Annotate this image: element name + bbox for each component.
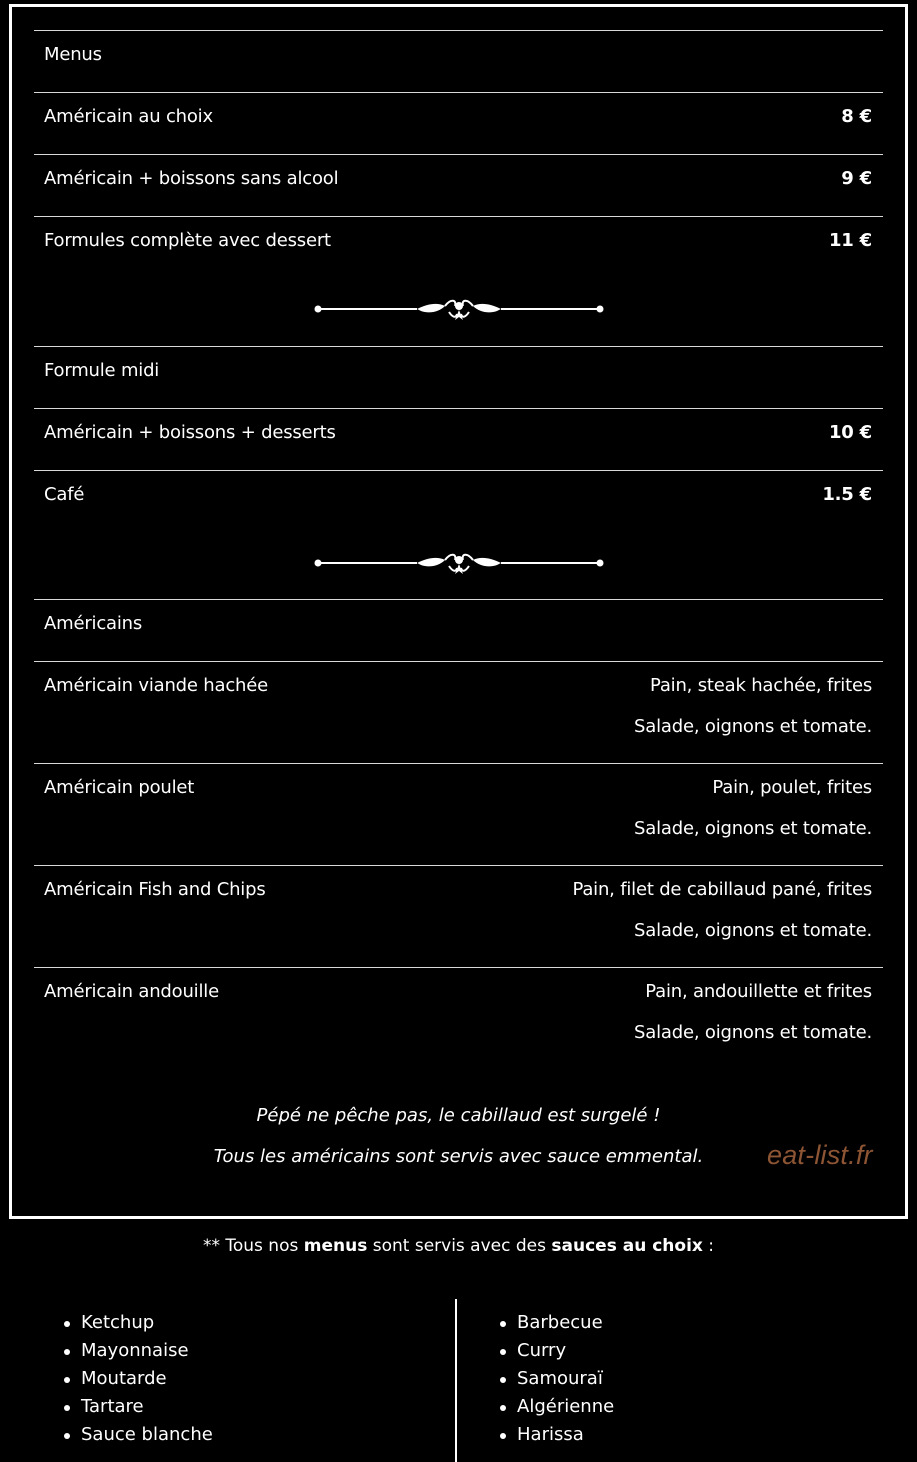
section-title-formule-midi: Formule midi xyxy=(44,360,160,381)
sauce-item: Sauce blanche xyxy=(61,1421,213,1449)
sauces-heading-prefix: ** Tous nos xyxy=(202,1236,304,1256)
sauce-item: Algérienne xyxy=(497,1393,614,1421)
menu-item-name: Américain poulet xyxy=(44,777,195,798)
divider-line xyxy=(34,408,883,409)
sauce-item: Ketchup xyxy=(61,1309,213,1337)
sauce-item: Tartare xyxy=(61,1393,213,1421)
section-title-americains: Américains xyxy=(44,613,143,634)
menu-item-description: Salade, oignons et tomate. xyxy=(634,716,872,737)
divider-line xyxy=(34,154,883,155)
menu-item-name: Café xyxy=(44,484,85,505)
menu-item-price: 9 € xyxy=(841,168,872,189)
ornamental-divider-icon xyxy=(313,292,605,326)
menu-item-description: Pain, andouillette et frites xyxy=(645,981,872,1002)
divider-line xyxy=(34,967,883,968)
menu-item-description: Pain, filet de cabillaud pané, frites xyxy=(572,879,872,900)
menu-item-name: Américain viande hachée xyxy=(44,675,268,696)
menu-item-description: Salade, oignons et tomate. xyxy=(634,818,872,839)
ornamental-divider-icon xyxy=(313,546,605,580)
menu-item-name: Américain Fish and Chips xyxy=(44,879,266,900)
watermark: eat-list.fr xyxy=(767,1140,873,1170)
sauce-item: Samouraï xyxy=(497,1365,614,1393)
divider-line xyxy=(34,865,883,866)
divider-line xyxy=(34,661,883,662)
menu-item-name: Formules complète avec dessert xyxy=(44,230,331,251)
note-line: Pépé ne pêche pas, le cabillaud est surgelé ! xyxy=(256,1105,661,1126)
menu-item-description: Pain, poulet, frites xyxy=(712,777,872,798)
sauce-item: Moutarde xyxy=(61,1365,213,1393)
menu-item-name: Américain + boissons + desserts xyxy=(44,422,336,443)
divider-line xyxy=(34,599,883,600)
sauces-heading-suffix: : xyxy=(702,1236,715,1256)
menu-item-name: Américain + boissons sans alcool xyxy=(44,168,339,189)
menu-item-price: 10 € xyxy=(828,422,872,443)
sauce-item: Mayonnaise xyxy=(61,1337,213,1365)
sauces-heading-middle: sont servis avec des xyxy=(367,1236,552,1256)
column-divider xyxy=(455,1299,457,1462)
section-title-menus: Menus xyxy=(44,44,102,65)
note-line: Tous les américains sont servis avec sauce emmental. xyxy=(213,1146,704,1167)
divider-line xyxy=(34,92,883,93)
menu-item-name: Américain andouille xyxy=(44,981,219,1002)
sauces-heading-bold: sauces au choix xyxy=(551,1236,703,1256)
menu-item-price: 11 € xyxy=(828,230,872,251)
sauce-item: Barbecue xyxy=(497,1309,614,1337)
menu-item-description: Salade, oignons et tomate. xyxy=(634,1022,872,1043)
menu-item-description: Salade, oignons et tomate. xyxy=(634,920,872,941)
menu-item-price: 8 € xyxy=(841,106,872,127)
menu-item-price: 1.5 € xyxy=(822,484,872,505)
sauces-heading xyxy=(0,1235,917,1257)
divider-line xyxy=(34,470,883,471)
menu-item-name: Américain au choix xyxy=(44,106,213,127)
sauce-list-right xyxy=(497,1309,614,1449)
sauce-list-left xyxy=(61,1309,213,1449)
divider-line xyxy=(34,763,883,764)
sauces-heading-bold: menus xyxy=(303,1236,368,1256)
sauce-item: Curry xyxy=(497,1337,614,1365)
menu-item-description: Pain, steak hachée, frites xyxy=(650,675,872,696)
sauce-item: Harissa xyxy=(497,1421,614,1449)
divider-line xyxy=(34,216,883,217)
divider-line xyxy=(34,346,883,347)
divider-line xyxy=(34,30,883,31)
